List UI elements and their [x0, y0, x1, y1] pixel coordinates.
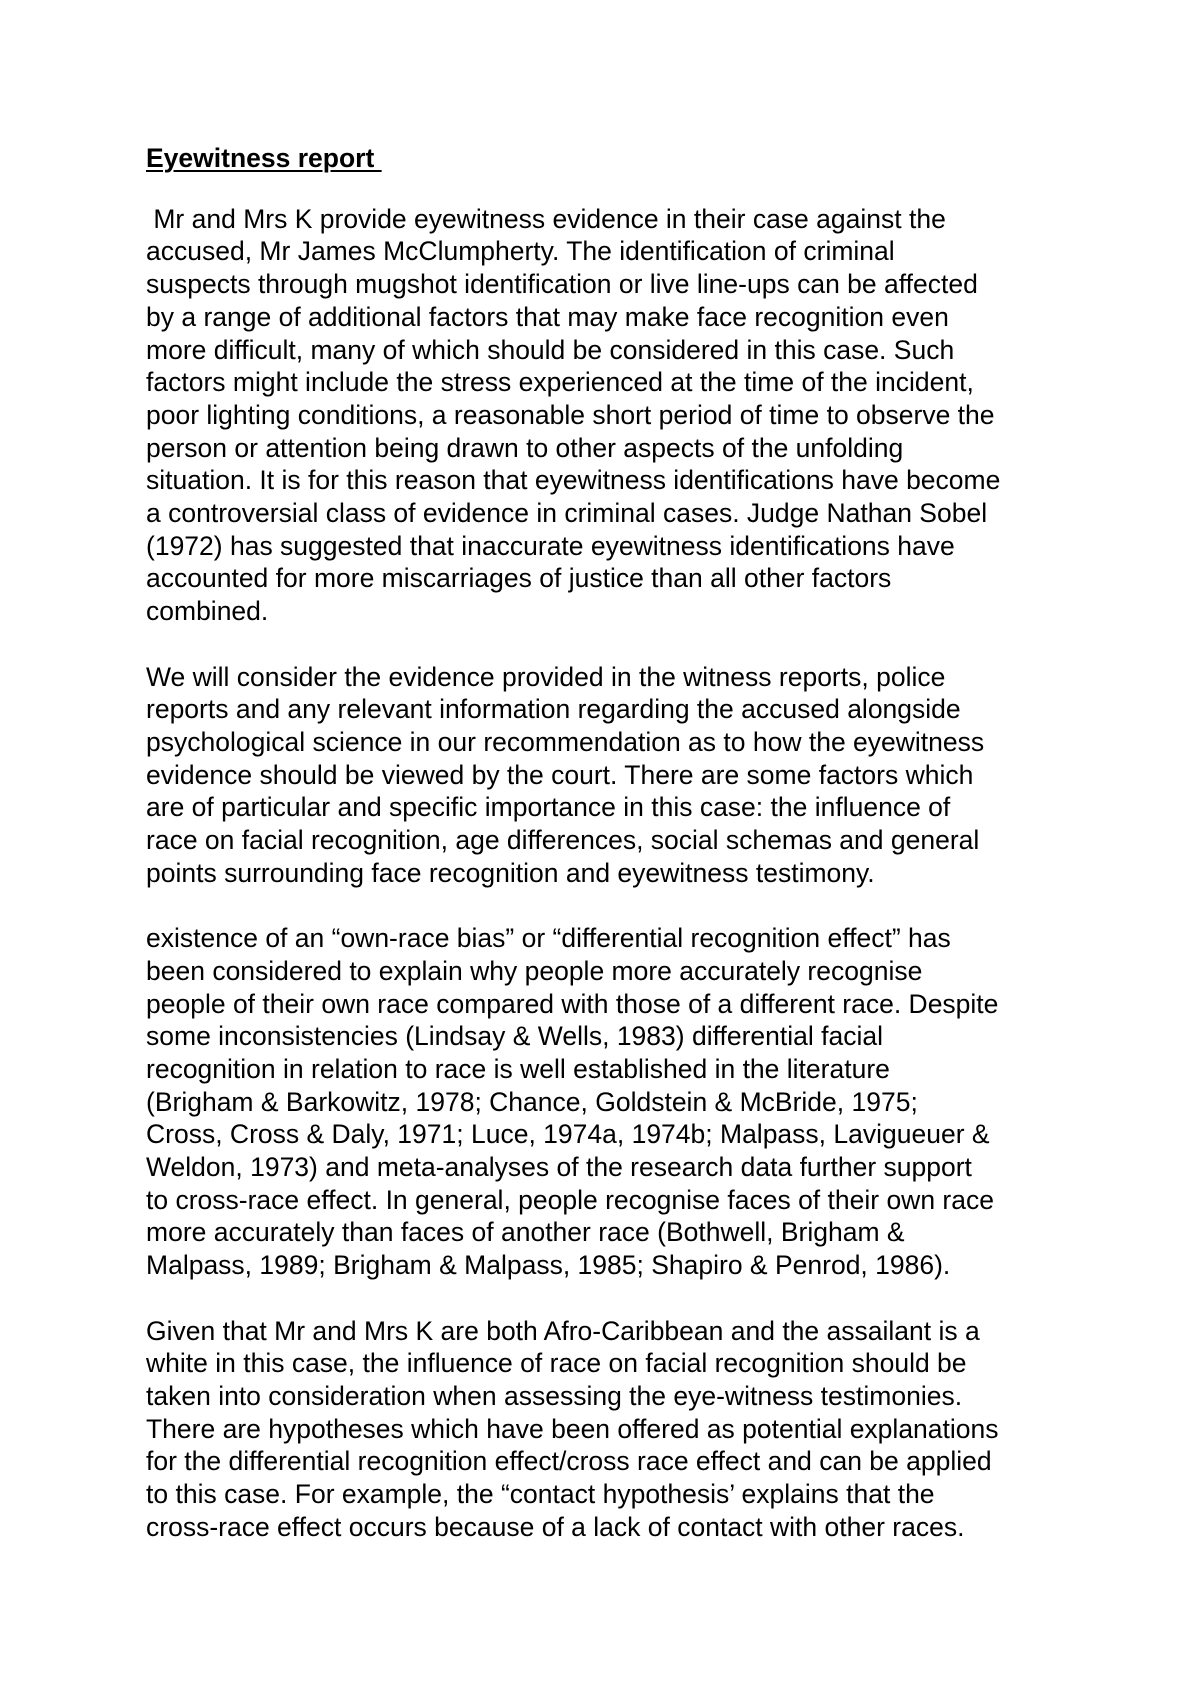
text-line: more difficult, many of which should be considered in this case. Such — [146, 334, 955, 365]
text-line: a controversial class of evidence in criminal cases. Judge Nathan Sobel — [146, 498, 988, 529]
text-line: Mr and Mrs K provide eyewitness evidence in their case against the — [146, 203, 946, 234]
text-line: more accurately than faces of another race (Bothwell, Brigham & — [146, 1217, 905, 1248]
text-line: suspects through mugshot identification or live line-ups can be affected — [146, 269, 978, 300]
text-line: points surrounding face recognition and eyewitness testimony. — [146, 857, 875, 888]
text-line: been considered to explain why people more accurately recognise — [146, 955, 923, 986]
text-line: We will consider the evidence provided in the witness reports, police — [146, 661, 946, 692]
text-line: by a range of additional factors that may make face recognition even — [146, 301, 949, 332]
text-line: There are hypotheses which have been offered as potential explanations — [146, 1413, 999, 1444]
document-title: Eyewitness report — [146, 143, 382, 173]
text-line: Given that Mr and Mrs K are both Afro-Caribbean and the assailant is a — [146, 1315, 980, 1346]
text-line: (Brigham & Barkowitz, 1978; Chance, Goldstein & McBride, 1975; — [146, 1086, 918, 1117]
text-line: recognition in relation to race is well established in the literature — [146, 1053, 890, 1084]
text-line: white in this case, the influence of race on facial recognition should be — [146, 1348, 967, 1379]
text-line: Malpass, 1989; Brigham & Malpass, 1985; Shapiro & Penrod, 1986). — [146, 1250, 951, 1281]
text-line: taken into consideration when assessing the eye-witness testimonies. — [146, 1380, 963, 1411]
paragraph-case-application — [146, 1315, 1076, 1544]
text-line: combined. — [146, 596, 269, 627]
paragraph-approach — [146, 661, 1076, 890]
text-line: existence of an “own-race bias” or “differential recognition effect” has — [146, 923, 951, 954]
text-line: accounted for more miscarriages of justice than all other factors — [146, 563, 892, 594]
text-line: are of particular and specific importance in this case: the influence of — [146, 792, 951, 823]
text-line: reports and any relevant information regarding the accused alongside — [146, 694, 961, 725]
text-line: factors might include the stress experienced at the time of the incident, — [146, 367, 974, 398]
document-body — [146, 142, 1076, 1576]
text-line: situation. It is for this reason that eyewitness identifications have become — [146, 465, 1001, 496]
text-line: accused, Mr James McClumpherty. The identification of criminal — [146, 236, 895, 267]
text-line: people of their own race compared with those of a different race. Despite — [146, 988, 999, 1019]
text-line: race on facial recognition, age differences, social schemas and general — [146, 825, 980, 856]
text-line: person or attention being drawn to other aspects of the unfolding — [146, 432, 904, 463]
text-line: Weldon, 1973) and meta-analyses of the research data further support — [146, 1152, 972, 1183]
text-line: Cross, Cross & Daly, 1971; Luce, 1974a, 1974b; Malpass, Lavigueuer & — [146, 1119, 990, 1150]
text-line: for the differential recognition effect/cross race effect and can be applied — [146, 1446, 992, 1477]
text-line: (1972) has suggested that inaccurate eyewitness identifications have — [146, 530, 955, 561]
text-line: evidence should be viewed by the court. There are some factors which — [146, 759, 974, 790]
text-line: to this case. For example, the “contact hypothesis’ explains that the — [146, 1479, 935, 1510]
text-line: psychological science in our recommendation as to how the eyewitness — [146, 726, 985, 757]
paragraph-own-race-bias — [146, 922, 1076, 1282]
text-line: cross-race effect occurs because of a lack of contact with other races. — [146, 1511, 965, 1542]
text-line: to cross-race effect. In general, people recognise faces of their own race — [146, 1184, 994, 1215]
text-line: some inconsistencies (Lindsay & Wells, 1983) differential facial — [146, 1021, 883, 1052]
paragraph-introduction — [146, 203, 1076, 628]
text-line: poor lighting conditions, a reasonable short period of time to observe the — [146, 399, 995, 430]
